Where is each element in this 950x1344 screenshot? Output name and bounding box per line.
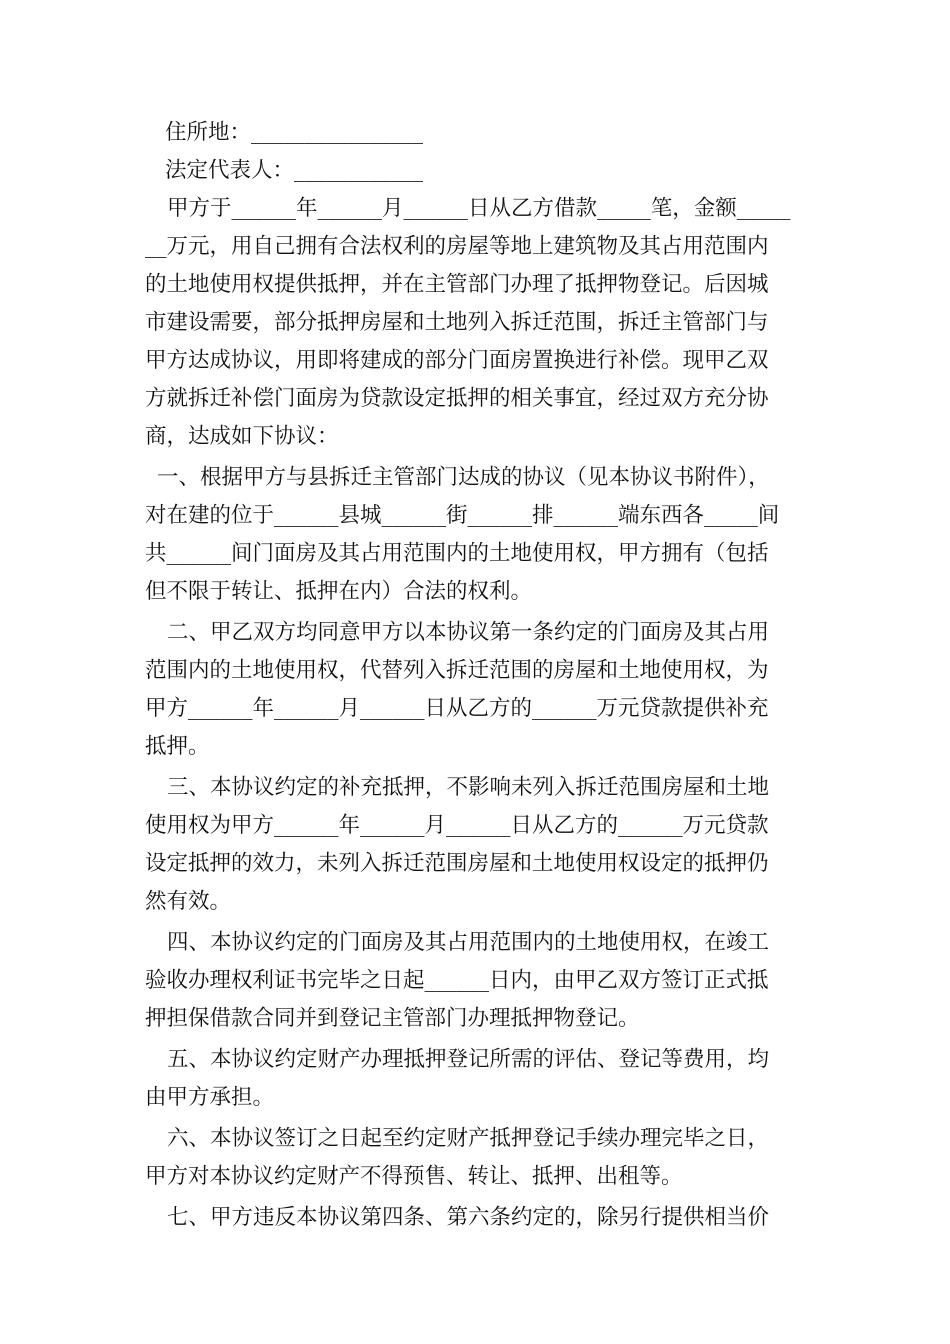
paragraph-line: 由甲方承担。 (145, 1085, 275, 1110)
paragraph-line: 共______间门面房及其占用范围内的土地使用权，甲方拥有（包括 (145, 541, 769, 566)
paragraph-line: 四、本协议约定的门面房及其占用范围内的土地使用权，在竣工 (167, 930, 770, 955)
document-page (145, 114, 810, 1237)
clause-7-paragraph (145, 1199, 810, 1237)
paragraph-line: 三、本协议约定的补充抵押，不影响未列入拆迁范围房屋和土地 (167, 775, 770, 800)
intro-paragraph (145, 190, 810, 456)
clause-4-paragraph (145, 924, 810, 1038)
paragraph-line: 方就拆迁补偿门面房为贷款设定抵押的相关事宜，经过双方充分协 (145, 386, 769, 411)
clause-6-paragraph (145, 1120, 810, 1196)
paragraph-line: 市建设需要，部分抵押房屋和土地列入拆迁范围，拆迁主管部门与 (145, 310, 769, 335)
paragraph-line: 押担保借款合同并到登记主管部门办理抵押物登记。 (145, 1006, 640, 1031)
legal-representative-line: 法定代表人：____________ (165, 158, 424, 183)
header-block (145, 114, 810, 190)
address-line: 住所地：________________ (165, 120, 424, 145)
clause-3-paragraph (145, 769, 810, 921)
paragraph-line: 甲方达成协议，用即将建成的部分门面房置换进行补偿。现甲乙双 (145, 348, 769, 373)
paragraph-line: __万元，用自己拥有合法权利的房屋等地上建筑物及其占用范围内 (145, 234, 769, 259)
paragraph-line: 一、根据甲方与县拆迁主管部门达成的协议（见本协议书附件）， (157, 465, 770, 490)
paragraph-line: 甲方于______年______月______日从乙方借款_____笔，金额_____ (167, 196, 791, 221)
paragraph-line: 但不限于转让、抵押在内）合法的权利。 (145, 579, 533, 604)
clause-2-paragraph (145, 614, 810, 766)
paragraph-line: 商，达成如下协议： (145, 424, 339, 449)
clause-5-paragraph (145, 1041, 810, 1117)
paragraph-line: 七、甲方违反本协议第四条、第六条约定的，除另行提供相当价 (167, 1205, 770, 1230)
paragraph-line: 抵押。 (145, 734, 210, 759)
paragraph-line: 二、甲乙双方均同意甲方以本协议第一条约定的门面房及其占用 (167, 620, 770, 645)
paragraph-line: 使用权为甲方______年______月______日从乙方的______万元贷款 (145, 813, 769, 838)
paragraph-line: 的土地使用权提供抵押，并在主管部门办理了抵押物登记。后因城 (145, 272, 769, 297)
paragraph-line: 甲方对本协议约定财产不得预售、转让、抵押、出租等。 (145, 1164, 683, 1189)
paragraph-line: 六、本协议签订之日起至约定财产抵押登记手续办理完毕之日， (167, 1126, 770, 1151)
paragraph-line: 设定抵押的效力，未列入拆迁范围房屋和土地使用权设定的抵押仍 (145, 851, 769, 876)
paragraph-line: 甲方______年______月______日从乙方的______万元贷款提供补充 (145, 696, 769, 721)
paragraph-line: 对在建的位于______县城______街______排______端东西各_____间 (145, 503, 780, 528)
paragraph-line: 验收办理权利证书完毕之日起______日内，由甲乙双方签订正式抵 (145, 968, 769, 993)
paragraph-line: 五、本协议约定财产办理抵押登记所需的评估、登记等费用，均 (167, 1047, 770, 1072)
paragraph-line: 范围内的土地使用权，代替列入拆迁范围的房屋和土地使用权，为 (145, 658, 769, 683)
clause-1-paragraph (145, 459, 810, 611)
paragraph-line: 然有效。 (145, 889, 232, 914)
